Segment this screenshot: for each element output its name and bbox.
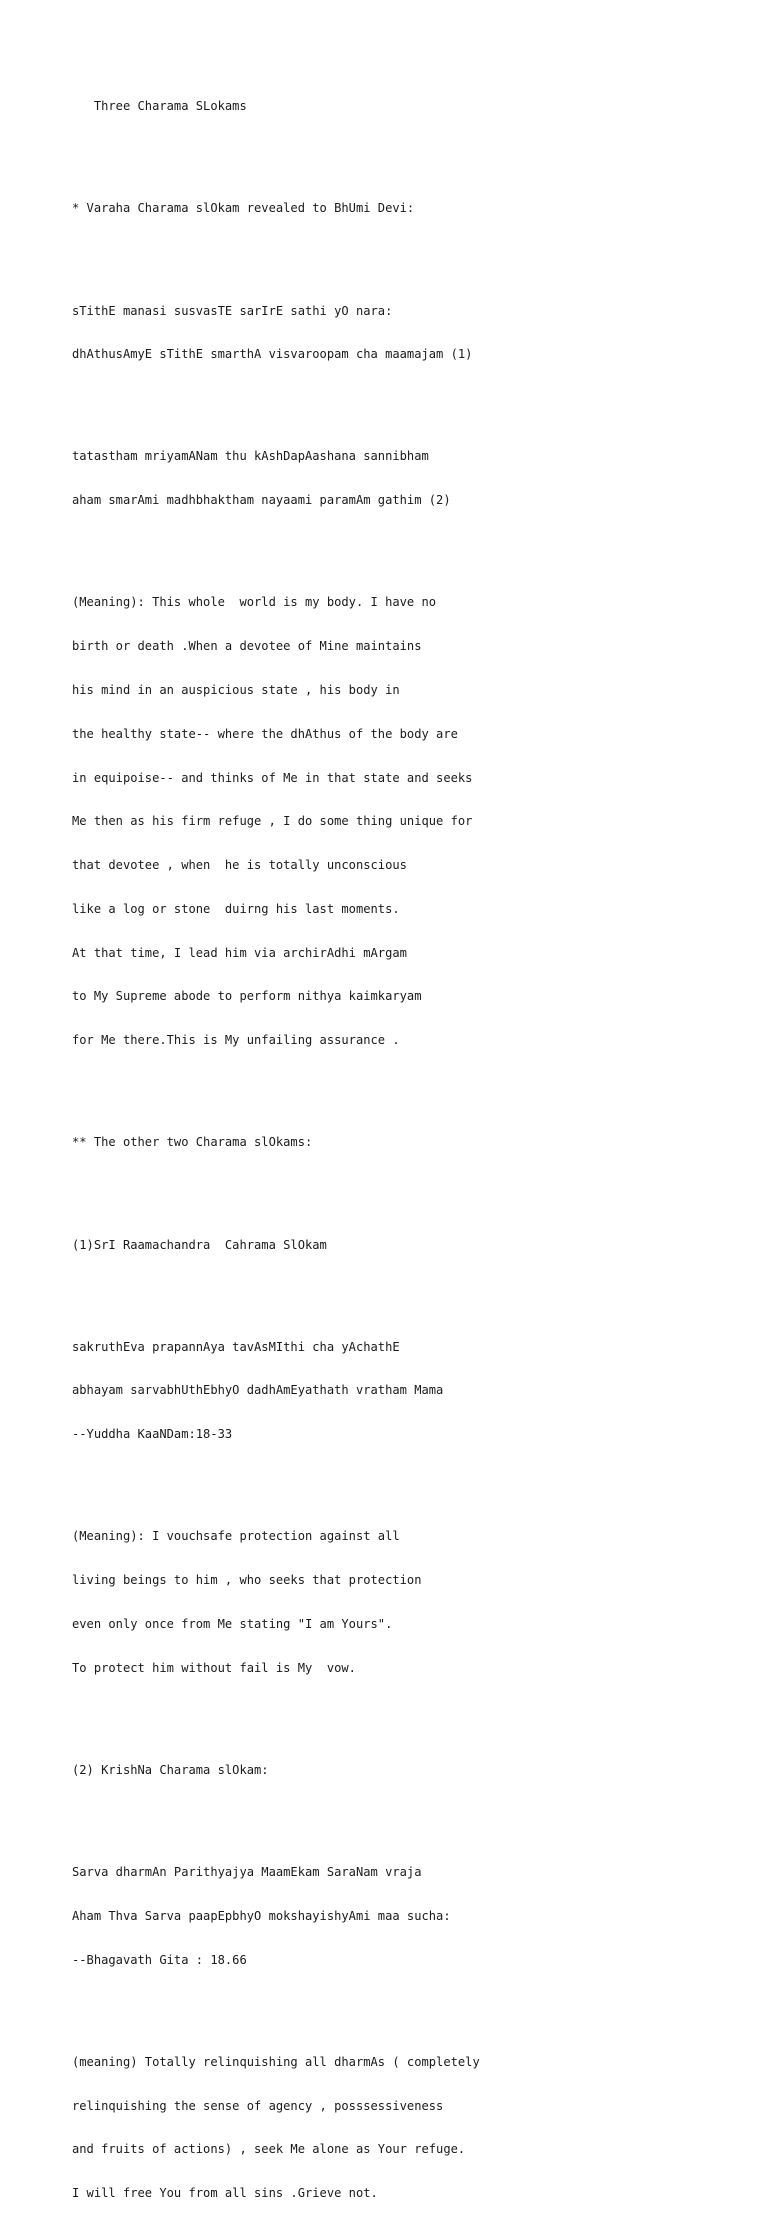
spacer bbox=[72, 1807, 732, 1822]
spacer bbox=[72, 1996, 732, 2011]
spacer bbox=[72, 1471, 732, 1486]
spacer bbox=[72, 1281, 732, 1296]
rama-meaning-line: even only once from Me stating "I am Yours". bbox=[72, 1616, 393, 1631]
varaha-meaning-line: to My Supreme abode to perform nithya kaimkaryam bbox=[72, 989, 422, 1004]
varaha-meaning-line: for Me there.This is My unfailing assurance . bbox=[72, 1033, 400, 1048]
spacer bbox=[72, 1705, 732, 1720]
rama-meaning-line: To protect him without fail is My vow. bbox=[72, 1660, 356, 1675]
spacer bbox=[72, 1077, 732, 1092]
varaha-verse-1-line: sTithE manasi susvasTE sarIrE sathi yO nara: bbox=[72, 303, 393, 318]
rama-verse-line: sakruthEva prapannAya tavAsMIthi cha yAchathE bbox=[72, 1339, 400, 1354]
krishna-heading: (2) KrishNa Charama slOkam: bbox=[72, 1762, 269, 1777]
varaha-meaning-line: in equipoise-- and thinks of Me in that state and seeks bbox=[72, 770, 473, 785]
spacer bbox=[72, 1179, 732, 1194]
rama-verse-line: abhayam sarvabhUthEbhyO dadhAmEyathath vratham Mama bbox=[72, 1383, 444, 1398]
varaha-meaning-line: the healthy state-- where the dhAthus of the body are bbox=[72, 726, 458, 741]
spacer bbox=[72, 245, 732, 260]
varaha-meaning-line: birth or death .When a devotee of Mine maintains bbox=[72, 639, 422, 654]
rama-verse-source: --Yuddha KaaNDam:18-33 bbox=[72, 1427, 233, 1442]
varaha-verse-2-line: aham smarAmi madhbhaktham nayaami paramAm gathim (2) bbox=[72, 493, 451, 508]
varaha-heading: * Varaha Charama slOkam revealed to BhUmi Devi: bbox=[72, 201, 415, 216]
rama-meaning-line: (Meaning): I vouchsafe protection against all bbox=[72, 1529, 400, 1544]
varaha-verse-2-line: tatastham mriyamANam thu kAshDapAashana sannibham bbox=[72, 449, 429, 464]
krishna-meaning-line: (meaning) Totally relinquishing all dharmAs ( completely bbox=[72, 2054, 480, 2069]
krishna-meaning-line: relinquishing the sense of agency , posssessiveness bbox=[72, 2098, 444, 2113]
varaha-meaning-line: (Meaning): This whole world is my body. I have no bbox=[72, 595, 437, 610]
krishna-meaning-line: and fruits of actions) , seek Me alone as Your refuge. bbox=[72, 2142, 466, 2157]
document-title: Three Charama SLokams bbox=[72, 99, 247, 114]
varaha-meaning-line: his mind in an auspicious state , his body in bbox=[72, 682, 400, 697]
spacer bbox=[72, 537, 732, 552]
varaha-verse-1-line: dhAthusAmyE sTithE smarthA visvaroopam cha maamajam (1) bbox=[72, 347, 473, 362]
krishna-meaning-line: I will free You from all sins .Grieve not. bbox=[72, 2186, 378, 2201]
varaha-meaning-line: like a log or stone duirng his last moments. bbox=[72, 901, 400, 916]
varaha-meaning-line: At that time, I lead him via archirAdhi mArgam bbox=[72, 945, 407, 960]
spacer bbox=[72, 143, 732, 158]
krishna-verse-line: Aham Thva Sarva paapEpbhyO mokshayishyAmi maa sucha: bbox=[72, 1908, 451, 1923]
krishna-verse-line: Sarva dharmAn Parithyajya MaamEkam SaraNam vraja bbox=[72, 1865, 422, 1880]
varaha-meaning-line: Me then as his firm refuge , I do some thing unique for bbox=[72, 814, 473, 829]
krishna-verse-source: --Bhagavath Gita : 18.66 bbox=[72, 1952, 247, 1967]
rama-heading: (1)SrI Raamachandra Cahrama SlOkam bbox=[72, 1237, 327, 1252]
rama-meaning-line: living beings to him , who seeks that protection bbox=[72, 1573, 422, 1588]
varaha-meaning-line: that devotee , when he is totally unconscious bbox=[72, 858, 407, 873]
other-two-heading: ** The other two Charama slOkams: bbox=[72, 1135, 313, 1150]
spacer bbox=[72, 391, 732, 406]
document-text bbox=[72, 70, 732, 2230]
